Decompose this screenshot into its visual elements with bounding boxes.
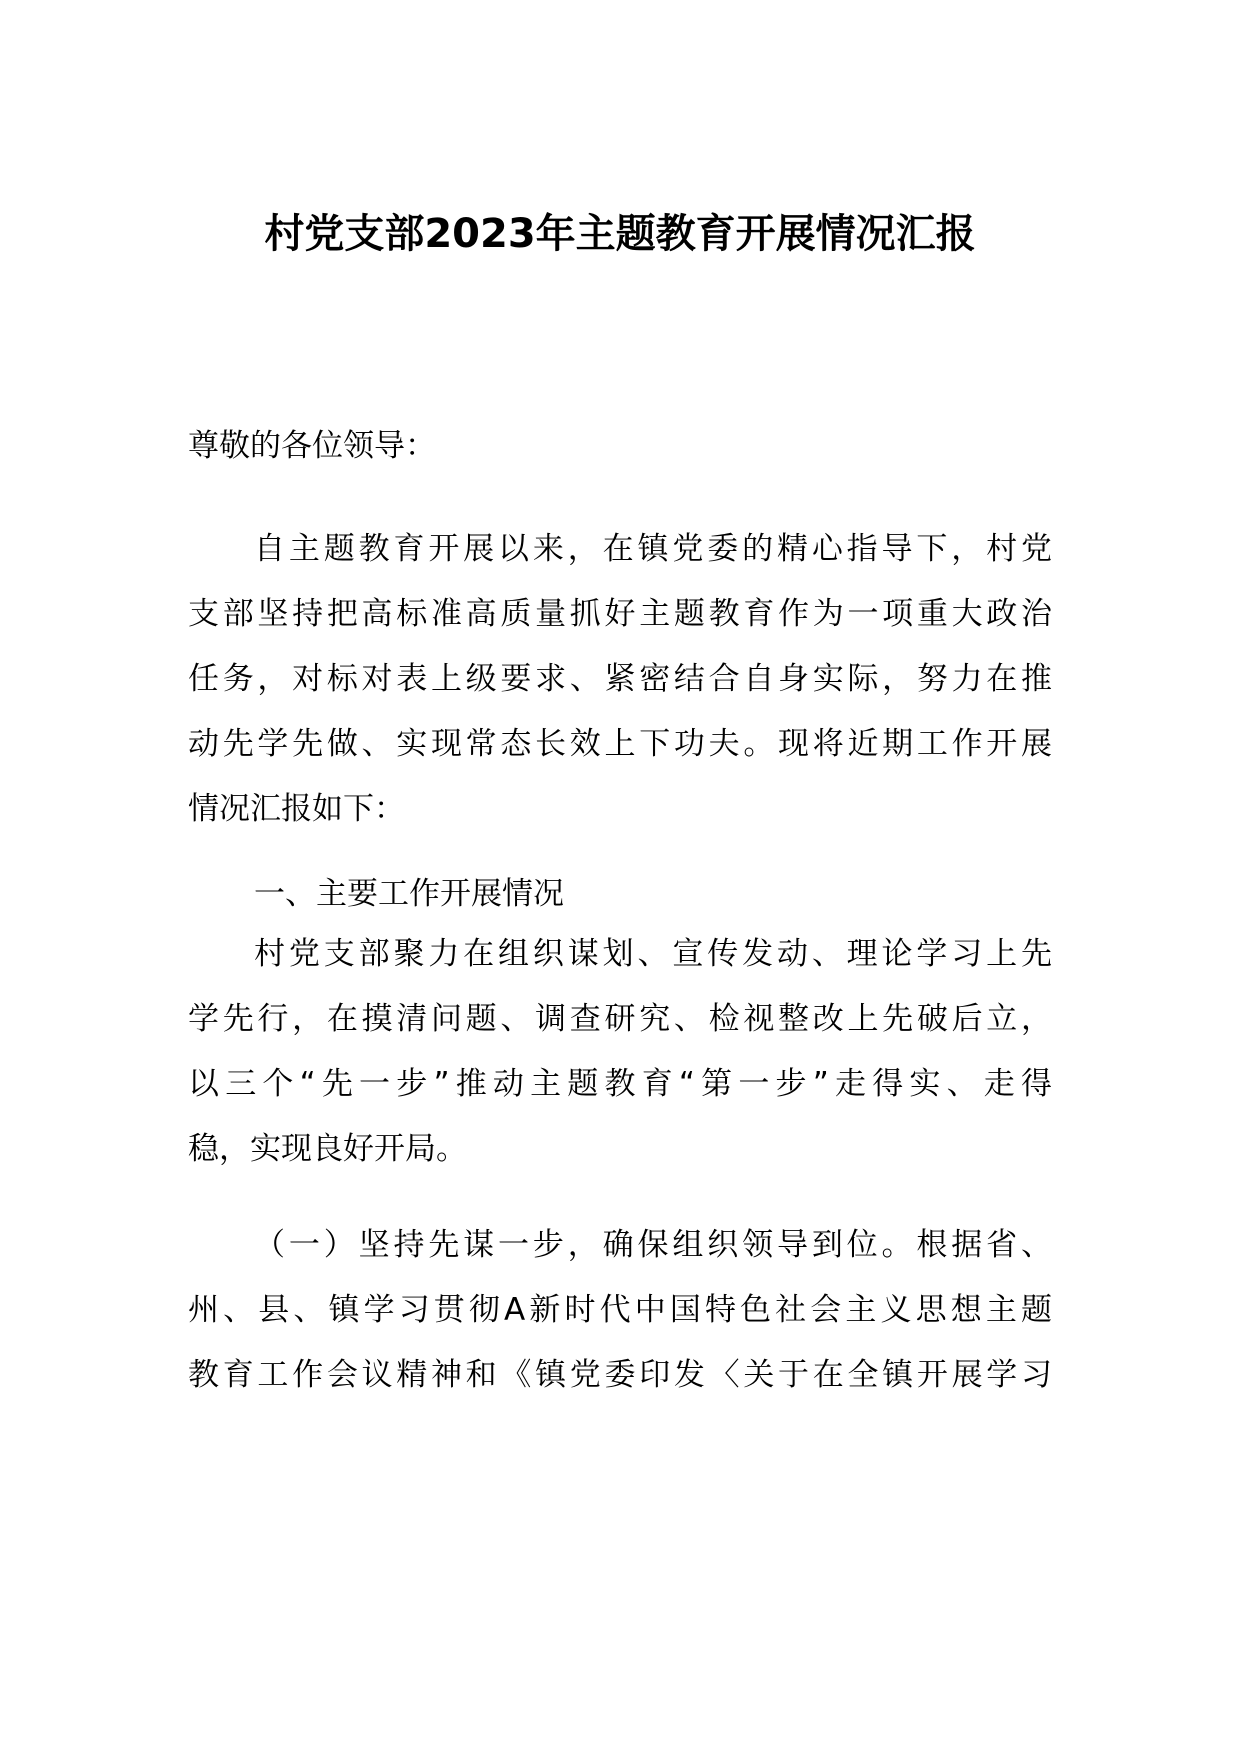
- paragraph-line: 以三个“先一步”推动主题教育“第一步”走得实、走得: [188, 1066, 1052, 1102]
- paragraph-line: 动先学先做、实现常态长效上下功夫。现将近期工作开展: [188, 726, 1052, 762]
- section-heading-text: 一、主要工作开展情况: [254, 876, 564, 912]
- intro-paragraph: [188, 517, 1052, 842]
- section-paragraph: [188, 922, 1052, 1182]
- paragraph-line: 情况汇报如下：: [188, 791, 405, 827]
- paragraph-line: （一）坚持先谋一步，确保组织领导到位。根据省、: [254, 1227, 1052, 1263]
- paragraph-line: 任务，对标对表上级要求、紧密结合自身实际，努力在推: [188, 661, 1052, 697]
- paragraph-line: 教育工作会议精神和《镇党委印发〈关于在全镇开展学习: [188, 1357, 1052, 1393]
- salutation: [188, 414, 1052, 479]
- salutation-text: 尊敬的各位领导：: [188, 428, 436, 464]
- paragraph-line: 村党支部聚力在组织谋划、宣传发动、理论学习上先: [254, 936, 1052, 972]
- subsection-paragraph: [188, 1213, 1052, 1408]
- section-heading: [188, 862, 1052, 927]
- paragraph-line: 支部坚持把高标准高质量抓好主题教育作为一项重大政治: [188, 596, 1052, 632]
- paragraph-line: 稳，实现良好开局。: [188, 1131, 467, 1167]
- paragraph-line: 州、县、镇学习贯彻A新时代中国特色社会主义思想主题: [188, 1292, 1052, 1328]
- paragraph-line: 自主题教育开展以来，在镇党委的精心指导下，村党: [254, 531, 1052, 567]
- paragraph-line: 学先行，在摸清问题、调查研究、检视整改上先破后立，: [188, 1001, 1052, 1037]
- document-title: 村党支部2023年主题教育开展情况汇报: [264, 211, 976, 257]
